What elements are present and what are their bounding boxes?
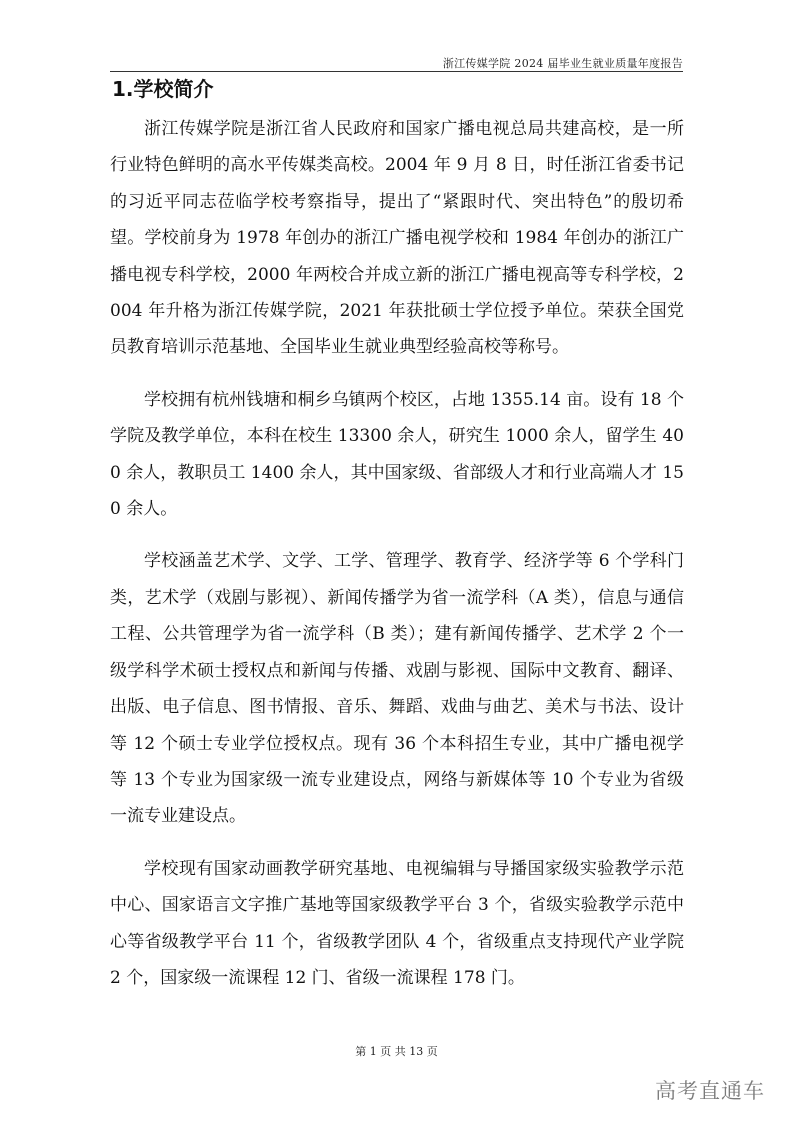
page-number: 第 1 页 共 13 页 bbox=[355, 1045, 438, 1058]
header-divider bbox=[110, 71, 683, 72]
paragraph-campus-and-staff: 学校拥有杭州钱塘和桐乡乌镇两个校区，占地 1355.14 亩。设有 18 个学院及教学单位，本科在校生 13300 余人，研究生 1000 余人，留学生 400 余人，教职员工 1400 余人，其中国家级、省部级人才和行业高端人才 150 余人。 bbox=[110, 389, 684, 520]
body-text bbox=[110, 111, 684, 1012]
section-title: 1.学校简介 bbox=[112, 77, 214, 101]
paragraph-disciplines: 学校涵盖艺术学、文学、工学、管理学、教育学、经济学等 6 个学科门类，艺术学（戏剧与影视）、新闻传播学为省一流学科（A 类），信息与通信工程、公共管理学为省一流学科（B 类）；建有新闻传播学、艺术学 2 个一级学科学术硕士授权点和新闻与传播、戏剧与影视、国际中文教育、翻译、出版、电子信息、图书情报、音乐、舞蹈、戏曲与曲艺、美术与书法、设计等 12 个硕士专业学位授权点。现有 36 个本科招生专业，其中广播电视学等 13 个专业为国家级一流专业建设点，网络与新媒体等 10 个专业为省级一流专业建设点。 bbox=[110, 551, 684, 827]
running-header: 浙江传媒学院 2024 届毕业生就业质量年度报告 bbox=[442, 57, 683, 70]
paragraph-school-overview: 浙江传媒学院是浙江省人民政府和国家广播电视总局共建高校，是一所行业特色鲜明的高水平传媒类高校。2004 年 9 月 8 日，时任浙江省委书记的习近平同志莅临学校考察指导，提出了“紧跟时代、突出特色”的殷切希望。学校前身为 1978 年创办的浙江广播电视学校和 1984 年创办的浙江广播电视专科学校，2000 年两校合并成立新的浙江广播电视高等专科学校，2004 年升格为浙江传媒学院，2021 年获批硕士学位授予单位。荣获全国党员教育培训示范基地、全国毕业生就业典型经验高校等称号。 bbox=[110, 119, 684, 358]
watermark-logo: 高考直通车 bbox=[655, 1079, 765, 1103]
paragraph-teaching-platforms: 学校现有国家动画教学研究基地、电视编辑与导播国家级实验教学示范中心、国家语言文字推广基地等国家级教学平台 3 个，省级实验教学示范中心等省级教学平台 11 个，省级教学团队 4 个，省级重点支持现代产业学院 2 个，国家级一流课程 12 门、省级一流课程 178 门。 bbox=[110, 858, 684, 988]
